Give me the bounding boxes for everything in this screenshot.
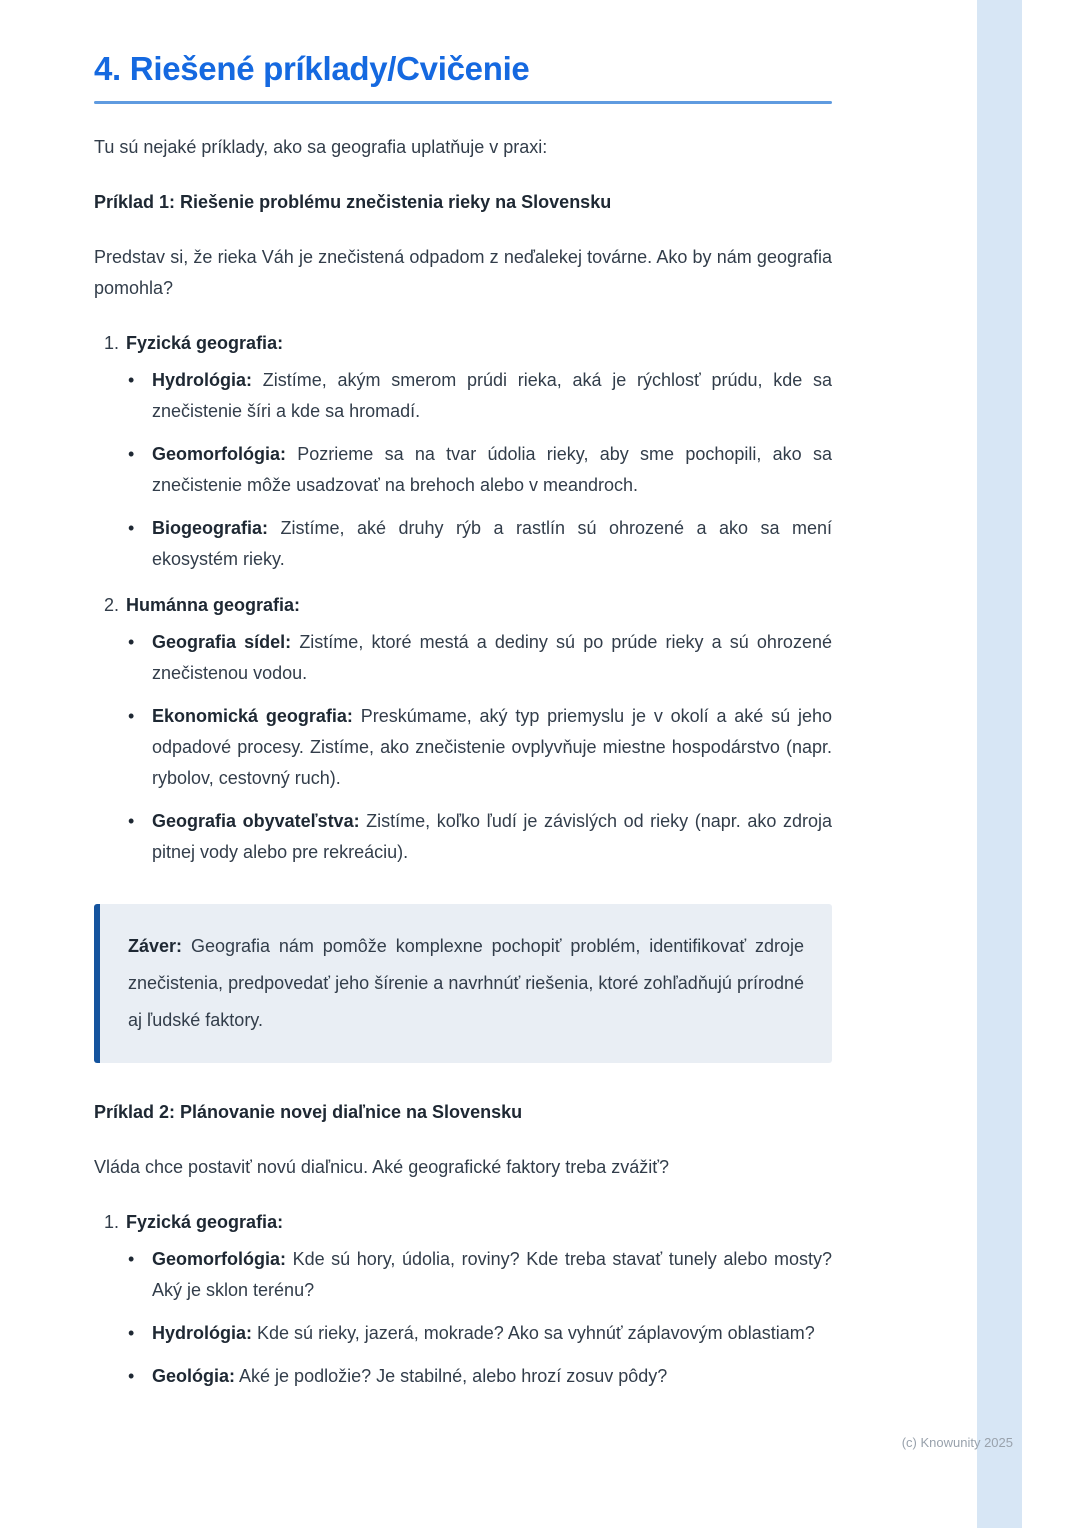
bullet-icon: • [128,1322,135,1343]
section-title: Fyzická geografia: [126,1211,284,1232]
bullet-label: Geomorfológia: [152,443,286,464]
bullet-label: Geomorfológia: [152,1248,286,1269]
bullet-label: Biogeografia: [152,517,269,538]
bullet-icon: • [128,443,135,464]
bullet-icon: • [128,811,135,832]
bullet-text: Zistíme, koľko ľudí je závislých od rieky (napr. ako zdroja pitnej vody alebo pre rekreáciu). [152,811,832,863]
example2-heading: Príklad 2: Plánovanie novej diaľnice na Slovensku [94,1101,523,1122]
example1-intro: Predstav si, že rieka Váh je znečistená odpadom z neďalekej továrne. Ako by nám geografia pomohla? [94,246,832,298]
bullet-label: Hydrológia: [152,1322,253,1343]
bullet-label: Ekonomická geografia: [152,706,353,727]
list-item [128,1318,832,1349]
bullet-icon: • [128,517,135,538]
bullet-text: Kde sú rieky, jazerá, mokrade? Ako sa vyhnúť záplavovým oblastiam? [257,1322,815,1343]
footer-copyright: (c) Knowunity 2025 [901,1435,1013,1450]
list-item [128,627,832,689]
bullet-text: Zistíme, aké druhy rýb a rastlín sú ohrozené a ako sa mení ekosystém rieky. [152,517,832,569]
section-number: 2. [104,595,120,616]
list-item [128,806,832,868]
bullet-icon: • [128,706,135,727]
bullet-text: Preskúmame, aký typ priemyslu je v okolí a aké sú jeho odpadové procesy. Zistíme, ako znečistenie ovplyvňuje miestne hospodárstvo (napr. rybolov, cestovný ruch). [152,706,832,789]
numbered-section [94,590,832,868]
list-item [128,439,832,501]
callout-text: Geografia nám pomôže komplexne pochopiť problém, identifikovať zdroje znečistenia, predpovedať jeho šírenie a navrhnúť riešenia, ktoré zohľadňujú prírodné aj ľudské faktory. [128,936,804,1030]
bullet-label: Geografia obyvateľstva: [152,811,360,832]
document-page [94,50,832,1407]
page-title: 4. Riešené príklady/Cvičenie [94,50,530,87]
title-divider [94,101,832,104]
list-item [128,1361,832,1392]
section-title: Fyzická geografia: [126,332,284,353]
conclusion-callout [94,904,832,1063]
callout-label: Záver: [128,936,183,957]
section-number: 1. [104,332,120,353]
intro-paragraph: Tu sú nejaké príklady, ako sa geografia uplatňuje v praxi: [94,137,548,157]
list-item [128,701,832,794]
numbered-section [94,1207,832,1392]
bullet-label: Geografia sídel: [152,632,292,653]
section-title: Humánna geografia: [126,595,301,616]
bullet-icon: • [128,632,135,653]
bullet-text: Pozrieme sa na tvar údolia rieky, aby sme pochopili, ako sa znečistenie môže usadzovať na brehoch alebo v meandroch. [152,443,832,495]
list-item [128,365,832,427]
bullet-label: Hydrológia: [152,369,253,390]
bullet-text: Zistíme, akým smerom prúdi rieka, aká je rýchlosť prúdu, kde sa znečistenie šíri a kde sa hromadí. [152,369,832,421]
side-stripe [977,0,1022,1528]
bullet-icon: • [128,1365,135,1386]
section-number: 1. [104,1211,120,1232]
list-item [128,1244,832,1306]
list-item [128,513,832,575]
numbered-section [94,328,832,575]
bullet-text: Aké je podložie? Je stabilné, alebo hrozí zosuv pôdy? [239,1365,668,1386]
example2-intro: Vláda chce postaviť novú diaľnicu. Aké geografické faktory treba zvážiť? [94,1156,670,1177]
bullet-label: Geológia: [152,1365,236,1386]
bullet-text: Zistíme, ktoré mestá a dediny sú po prúde rieky a sú ohrozené znečistenou vodou. [152,632,832,684]
bullet-icon: • [128,1248,135,1269]
bullet-icon: • [128,369,135,390]
example1-heading: Príklad 1: Riešenie problému znečistenia rieky na Slovensku [94,191,612,212]
bullet-text: Kde sú hory, údolia, roviny? Kde treba stavať tunely alebo mosty? Aký je sklon terénu? [152,1248,832,1300]
